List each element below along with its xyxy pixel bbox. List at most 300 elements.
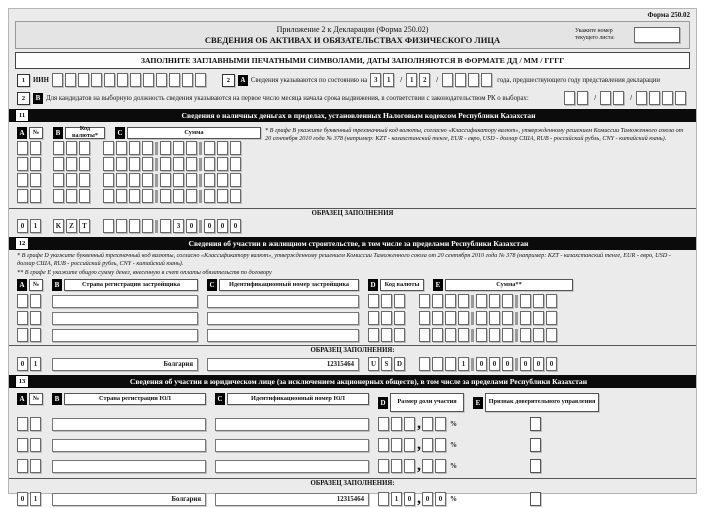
column-currency-header: Код валюты* — [65, 127, 105, 139]
char-cell[interactable] — [30, 173, 41, 187]
char-cell[interactable] — [30, 189, 41, 203]
amount-input — [419, 328, 559, 342]
char-cell[interactable] — [17, 294, 28, 308]
decimal-comma: , — [417, 457, 421, 475]
row-number-input — [17, 417, 43, 431]
char-cell[interactable] — [65, 73, 76, 87]
char-cell: 3 — [173, 219, 184, 233]
char-cell[interactable] — [186, 141, 197, 155]
share-int-input — [378, 459, 417, 473]
char-cell[interactable] — [53, 189, 64, 203]
char-cell[interactable] — [204, 173, 215, 187]
percent-sign: % — [450, 441, 457, 450]
char-cell[interactable] — [458, 311, 469, 325]
section12-number: 12 — [15, 237, 29, 250]
char-cell[interactable] — [533, 311, 544, 325]
section12-row — [17, 294, 696, 308]
char-cell[interactable] — [649, 91, 660, 105]
char-cell[interactable] — [422, 438, 433, 452]
amount-input — [419, 294, 559, 308]
char-cell[interactable] — [476, 294, 487, 308]
date-slash: / — [436, 76, 439, 84]
section11-column-headers — [17, 127, 261, 139]
char-cell[interactable] — [182, 73, 193, 87]
date-slash: / — [594, 94, 597, 102]
section13-header — [9, 375, 696, 388]
section12-row — [17, 311, 696, 325]
sample-country-value: Болгария — [52, 358, 198, 371]
char-cell[interactable] — [91, 73, 102, 87]
char-cell: U — [368, 357, 379, 371]
sample-amount — [419, 357, 559, 371]
char-cell[interactable] — [381, 311, 392, 325]
char-cell[interactable] — [468, 73, 479, 87]
char-cell[interactable] — [378, 459, 389, 473]
char-cell[interactable] — [17, 311, 28, 325]
char-cell[interactable] — [160, 157, 171, 171]
field2a-month-input — [406, 73, 432, 87]
char-cell[interactable] — [160, 141, 171, 155]
trust-management-checkbox[interactable] — [530, 459, 541, 473]
char-cell[interactable] — [79, 189, 90, 203]
char-cell[interactable] — [103, 141, 114, 155]
char-cell[interactable] — [230, 173, 241, 187]
char-cell[interactable] — [173, 189, 184, 203]
char-cell[interactable] — [458, 328, 469, 342]
char-cell[interactable] — [600, 91, 611, 105]
char-cell[interactable] — [66, 141, 77, 155]
char-cell[interactable] — [432, 294, 443, 308]
char-cell: D — [394, 357, 405, 371]
char-cell[interactable] — [476, 328, 487, 342]
field2a-day-input — [370, 73, 396, 87]
char-cell[interactable] — [79, 141, 90, 155]
sheet-number-input[interactable] — [634, 27, 680, 43]
group-separator — [199, 158, 202, 171]
char-cell[interactable]: 3 — [370, 73, 381, 87]
char-cell: 0 — [204, 219, 215, 233]
column-no-header: № — [29, 279, 43, 291]
column-no-header: № — [29, 393, 43, 405]
char-cell[interactable] — [17, 328, 28, 342]
section13-row — [17, 457, 696, 475]
char-cell: 0 — [17, 357, 28, 371]
char-cell: 0 — [533, 357, 544, 371]
char-cell — [160, 219, 171, 233]
char-cell[interactable] — [520, 311, 531, 325]
char-cell[interactable] — [445, 294, 456, 308]
char-cell[interactable] — [173, 173, 184, 187]
developer-id-input[interactable] — [207, 312, 359, 325]
trust-management-checkbox[interactable] — [530, 417, 541, 431]
char-cell[interactable] — [160, 189, 171, 203]
row-number-input — [17, 157, 43, 171]
char-cell: 0 — [186, 219, 197, 233]
char-cell: 0 — [230, 219, 241, 233]
char-cell[interactable] — [217, 157, 228, 171]
char-cell[interactable] — [17, 438, 28, 452]
sample-currency-code — [368, 357, 410, 371]
char-cell[interactable] — [230, 189, 241, 203]
char-cell[interactable]: 1 — [406, 73, 417, 87]
row-number-input — [17, 438, 43, 452]
currency-code-input — [53, 189, 93, 203]
share-int-input — [378, 438, 417, 452]
amount-input — [419, 311, 559, 325]
char-cell[interactable] — [30, 417, 41, 431]
section12-header — [9, 237, 696, 250]
char-cell[interactable] — [142, 141, 153, 155]
char-cell[interactable] — [104, 73, 115, 87]
char-cell[interactable] — [30, 328, 41, 342]
column-d-badge: D — [378, 397, 388, 409]
column-a-badge: A — [17, 393, 27, 405]
char-cell[interactable] — [489, 311, 500, 325]
percent-sign: % — [450, 420, 457, 429]
group-separator — [515, 295, 518, 308]
decimal-comma: , — [417, 415, 421, 433]
char-cell — [378, 492, 389, 506]
section11-row — [17, 173, 261, 187]
char-cell[interactable] — [422, 459, 433, 473]
developer-id-input[interactable] — [207, 295, 359, 308]
char-cell[interactable] — [103, 157, 114, 171]
char-cell: 0 — [502, 357, 513, 371]
char-cell[interactable] — [368, 294, 379, 308]
group-separator — [155, 158, 158, 171]
column-id-header: Идентификационный номер ЮЛ — [227, 393, 369, 405]
char-cell — [142, 219, 153, 233]
column-b-badge: B — [52, 393, 62, 405]
char-cell[interactable] — [533, 294, 544, 308]
char-cell: 0 — [546, 357, 557, 371]
char-cell[interactable] — [53, 141, 64, 155]
char-cell: T — [79, 219, 90, 233]
char-cell[interactable] — [129, 189, 140, 203]
section11-number: 11 — [15, 109, 29, 122]
char-cell[interactable] — [130, 73, 141, 87]
column-id-header: Идентификационный номер застройщика — [219, 279, 359, 291]
char-cell[interactable] — [502, 294, 513, 308]
sample-row-number — [17, 219, 43, 233]
char-cell[interactable] — [577, 91, 588, 105]
char-cell[interactable] — [378, 417, 389, 431]
char-cell[interactable] — [195, 73, 206, 87]
char-cell[interactable] — [116, 141, 127, 155]
currency-code-input — [53, 141, 93, 155]
column-amount-header: Сумма — [127, 127, 261, 139]
percent-sign: % — [450, 495, 457, 504]
share-frac-input — [422, 438, 448, 452]
char-cell[interactable] — [217, 173, 228, 187]
char-cell[interactable] — [435, 459, 446, 473]
char-cell[interactable] — [116, 173, 127, 187]
group-separator — [199, 174, 202, 187]
char-cell[interactable] — [455, 73, 466, 87]
char-cell[interactable] — [394, 311, 405, 325]
char-cell: 0 — [422, 492, 433, 506]
char-cell[interactable] — [129, 157, 140, 171]
sample-row-number — [17, 357, 43, 371]
section11-row — [17, 189, 261, 203]
field2b-text: Для кандидатов на выборную должность сведения указываются на первое число месяца начала срока выдвижения, в соответствии с законодательством РК о выборах: — [46, 94, 529, 102]
char-cell: 0 — [520, 357, 531, 371]
char-cell — [419, 357, 430, 371]
section13-row — [17, 436, 696, 454]
char-cell[interactable] — [394, 328, 405, 342]
char-cell[interactable] — [204, 157, 215, 171]
char-cell[interactable] — [230, 141, 241, 155]
char-cell: 1 — [30, 219, 41, 233]
char-cell[interactable] — [17, 141, 28, 155]
country-input[interactable] — [52, 460, 206, 473]
char-cell[interactable] — [502, 311, 513, 325]
char-cell[interactable] — [391, 417, 402, 431]
char-cell[interactable] — [30, 438, 41, 452]
char-cell[interactable] — [79, 173, 90, 187]
field2a-suffix: года, предшествующего году представления декларации — [497, 76, 661, 84]
char-cell: 0 — [435, 492, 446, 506]
field2a-text: Сведения указываются по состоянию на — [250, 76, 368, 84]
section11-row — [17, 157, 261, 171]
field2a-number: 2 — [222, 74, 235, 87]
char-cell[interactable] — [217, 189, 228, 203]
column-country-header: Страна регистрации ЮЛ — [64, 393, 206, 405]
char-cell: S — [381, 357, 392, 371]
char-cell[interactable] — [481, 73, 492, 87]
group-separator — [155, 190, 158, 203]
section13-number: 13 — [15, 375, 29, 388]
field2a-year-input — [442, 73, 494, 87]
developer-id-input[interactable] — [207, 329, 359, 342]
char-cell[interactable] — [66, 189, 77, 203]
char-cell[interactable] — [230, 157, 241, 171]
country-input[interactable] — [52, 329, 198, 342]
char-cell[interactable] — [435, 417, 446, 431]
section13-row — [17, 415, 696, 433]
section12-note2: ** В графе Е укажите общую сумму денег, внесенную в счет оплаты обязательств по договору — [17, 268, 272, 276]
char-cell[interactable] — [204, 141, 215, 155]
char-cell[interactable] — [17, 189, 28, 203]
char-cell[interactable] — [432, 311, 443, 325]
column-d-badge: D — [368, 279, 378, 291]
char-cell[interactable] — [675, 91, 686, 105]
char-cell[interactable] — [378, 438, 389, 452]
char-cell[interactable] — [613, 91, 624, 105]
char-cell[interactable] — [173, 157, 184, 171]
char-cell[interactable] — [160, 173, 171, 187]
char-cell[interactable] — [636, 91, 647, 105]
char-cell[interactable] — [30, 141, 41, 155]
group-separator — [515, 312, 518, 325]
column-a-badge: A — [17, 127, 27, 139]
country-input[interactable] — [52, 312, 198, 325]
char-cell[interactable] — [381, 294, 392, 308]
char-cell[interactable] — [52, 73, 63, 87]
column-b-badge: B — [53, 127, 63, 139]
iin-input — [52, 73, 208, 87]
char-cell[interactable] — [445, 311, 456, 325]
char-cell[interactable] — [391, 438, 402, 452]
share-int-input — [378, 417, 417, 431]
currency-code-input — [368, 311, 410, 325]
column-amount-header: Сумма** — [445, 279, 573, 291]
char-cell[interactable] — [117, 73, 128, 87]
country-input[interactable] — [52, 439, 206, 452]
char-cell[interactable] — [489, 328, 500, 342]
char-cell[interactable] — [217, 141, 228, 155]
section11-sample-row — [17, 219, 696, 233]
section12-column-headers — [17, 279, 696, 291]
date-slash: / — [400, 76, 403, 84]
char-cell[interactable] — [142, 189, 153, 203]
char-cell[interactable] — [204, 189, 215, 203]
row-number-input — [17, 294, 43, 308]
char-cell[interactable] — [662, 91, 673, 105]
char-cell[interactable] — [381, 328, 392, 342]
char-cell — [103, 219, 114, 233]
sample-share-frac — [422, 492, 448, 506]
char-cell[interactable] — [129, 173, 140, 187]
currency-code-input — [368, 294, 410, 308]
section11-note: * В графе В укажите буквенный трехзначный код валюты, согласно «Классификатору валют», утвержденному решением Комиссии Таможенного союза от 20 сентября 2010 года № 378 (например: KZT - казахстанский тенге, EUR - евро, USD - доллар США, RUB - российский рубль, CNY - китайский юань). — [265, 127, 684, 142]
char-cell[interactable] — [143, 73, 154, 87]
char-cell[interactable] — [419, 311, 430, 325]
char-cell[interactable] — [391, 459, 402, 473]
char-cell: 1 — [458, 357, 469, 371]
char-cell[interactable] — [186, 173, 197, 187]
currency-code-input — [53, 173, 93, 187]
char-cell[interactable] — [458, 294, 469, 308]
char-cell[interactable] — [30, 294, 41, 308]
char-cell[interactable] — [368, 328, 379, 342]
char-cell[interactable] — [404, 417, 415, 431]
field2b-month-input — [600, 91, 626, 105]
sample-trust-management-checkbox — [530, 492, 541, 506]
char-cell: Z — [66, 219, 77, 233]
char-cell[interactable] — [368, 311, 379, 325]
entity-id-input[interactable] — [215, 439, 369, 452]
char-cell[interactable] — [489, 294, 500, 308]
char-cell[interactable] — [520, 328, 531, 342]
char-cell[interactable] — [156, 73, 167, 87]
group-separator — [155, 142, 158, 155]
entity-id-input[interactable] — [215, 418, 369, 431]
char-cell[interactable] — [142, 157, 153, 171]
char-cell[interactable] — [445, 328, 456, 342]
amount-input — [103, 141, 243, 155]
section13-column-headers — [17, 393, 696, 412]
group-separator — [199, 220, 202, 233]
column-share-header: Размер доли участия — [390, 393, 464, 412]
divider — [9, 345, 696, 346]
trust-management-checkbox[interactable] — [530, 438, 541, 452]
page-title: СВЕДЕНИЯ ОБ АКТИВАХ И ОБЯЗАТЕЛЬСТВАХ ФИЗИЧЕСКОГО ЛИЦА — [204, 35, 501, 45]
char-cell: 0 — [17, 492, 28, 506]
char-cell[interactable] — [564, 91, 575, 105]
row-number-input — [17, 189, 43, 203]
column-c-badge: C — [115, 127, 125, 139]
share-frac-input — [422, 459, 448, 473]
char-cell[interactable] — [66, 157, 77, 171]
char-cell[interactable] — [79, 157, 90, 171]
field2b-day-input — [564, 91, 590, 105]
char-cell[interactable] — [442, 73, 453, 87]
char-cell[interactable] — [17, 417, 28, 431]
char-cell[interactable] — [17, 157, 28, 171]
char-cell[interactable] — [520, 294, 531, 308]
char-cell[interactable] — [169, 73, 180, 87]
column-a-badge: A — [17, 279, 27, 291]
char-cell[interactable] — [419, 294, 430, 308]
row-number-input — [17, 141, 43, 155]
char-cell[interactable] — [17, 459, 28, 473]
char-cell[interactable]: 1 — [383, 73, 394, 87]
section11-row — [17, 141, 261, 155]
char-cell[interactable] — [404, 438, 415, 452]
char-cell — [116, 219, 127, 233]
char-cell[interactable] — [30, 311, 41, 325]
char-cell[interactable] — [129, 141, 140, 155]
entity-id-input[interactable] — [215, 460, 369, 473]
char-cell[interactable] — [142, 173, 153, 187]
char-cell[interactable]: 2 — [419, 73, 430, 87]
char-cell: 1 — [30, 492, 41, 506]
char-cell[interactable] — [116, 157, 127, 171]
form-sheet — [8, 8, 697, 508]
country-input[interactable] — [52, 418, 206, 431]
char-cell[interactable] — [435, 438, 446, 452]
char-cell[interactable] — [30, 157, 41, 171]
char-cell[interactable] — [422, 417, 433, 431]
char-cell[interactable] — [103, 173, 114, 187]
char-cell[interactable] — [546, 328, 557, 342]
char-cell[interactable] — [186, 157, 197, 171]
char-cell[interactable] — [53, 173, 64, 187]
char-cell[interactable] — [432, 328, 443, 342]
char-cell[interactable] — [419, 328, 430, 342]
share-frac-input — [422, 417, 448, 431]
char-cell[interactable] — [533, 328, 544, 342]
form-header — [15, 21, 690, 49]
char-cell[interactable] — [502, 328, 513, 342]
char-cell[interactable] — [476, 311, 487, 325]
char-cell — [445, 357, 456, 371]
char-cell: 0 — [404, 492, 415, 506]
column-e-badge: E — [473, 397, 483, 409]
country-input[interactable] — [52, 295, 198, 308]
char-cell[interactable] — [103, 189, 114, 203]
group-separator — [515, 329, 518, 342]
group-separator — [199, 142, 202, 155]
char-cell[interactable] — [404, 459, 415, 473]
char-cell[interactable] — [66, 173, 77, 187]
char-cell[interactable] — [17, 173, 28, 187]
section12-title: Сведения об участии в жилищном строительстве, в том числе за пределами Республики Казахстан — [188, 239, 529, 248]
appendix-line: Приложение 2 к Декларации (Форма 250.02) — [276, 25, 429, 34]
char-cell[interactable] — [116, 189, 127, 203]
section12-note1: * В графе D укажите буквенный трехзначный код валюты, согласно «Классификатору валют», утвержденному решением Комиссии Таможенного союза от 20 сентября 2010 года № 378 (например: KZT - казахстанский тенге, EUR - евро, USD - доллар США, RUB - российский рубль, CNY - китайский юань). — [17, 252, 671, 267]
char-cell[interactable] — [53, 157, 64, 171]
char-cell[interactable] — [173, 141, 184, 155]
char-cell[interactable] — [546, 311, 557, 325]
char-cell[interactable] — [394, 294, 405, 308]
char-cell[interactable] — [546, 294, 557, 308]
char-cell[interactable] — [30, 459, 41, 473]
section12-sample-label: ОБРАЗЕЦ ЗАПОЛНЕНИЯ: — [310, 347, 395, 355]
char-cell[interactable] — [78, 73, 89, 87]
char-cell[interactable] — [186, 189, 197, 203]
